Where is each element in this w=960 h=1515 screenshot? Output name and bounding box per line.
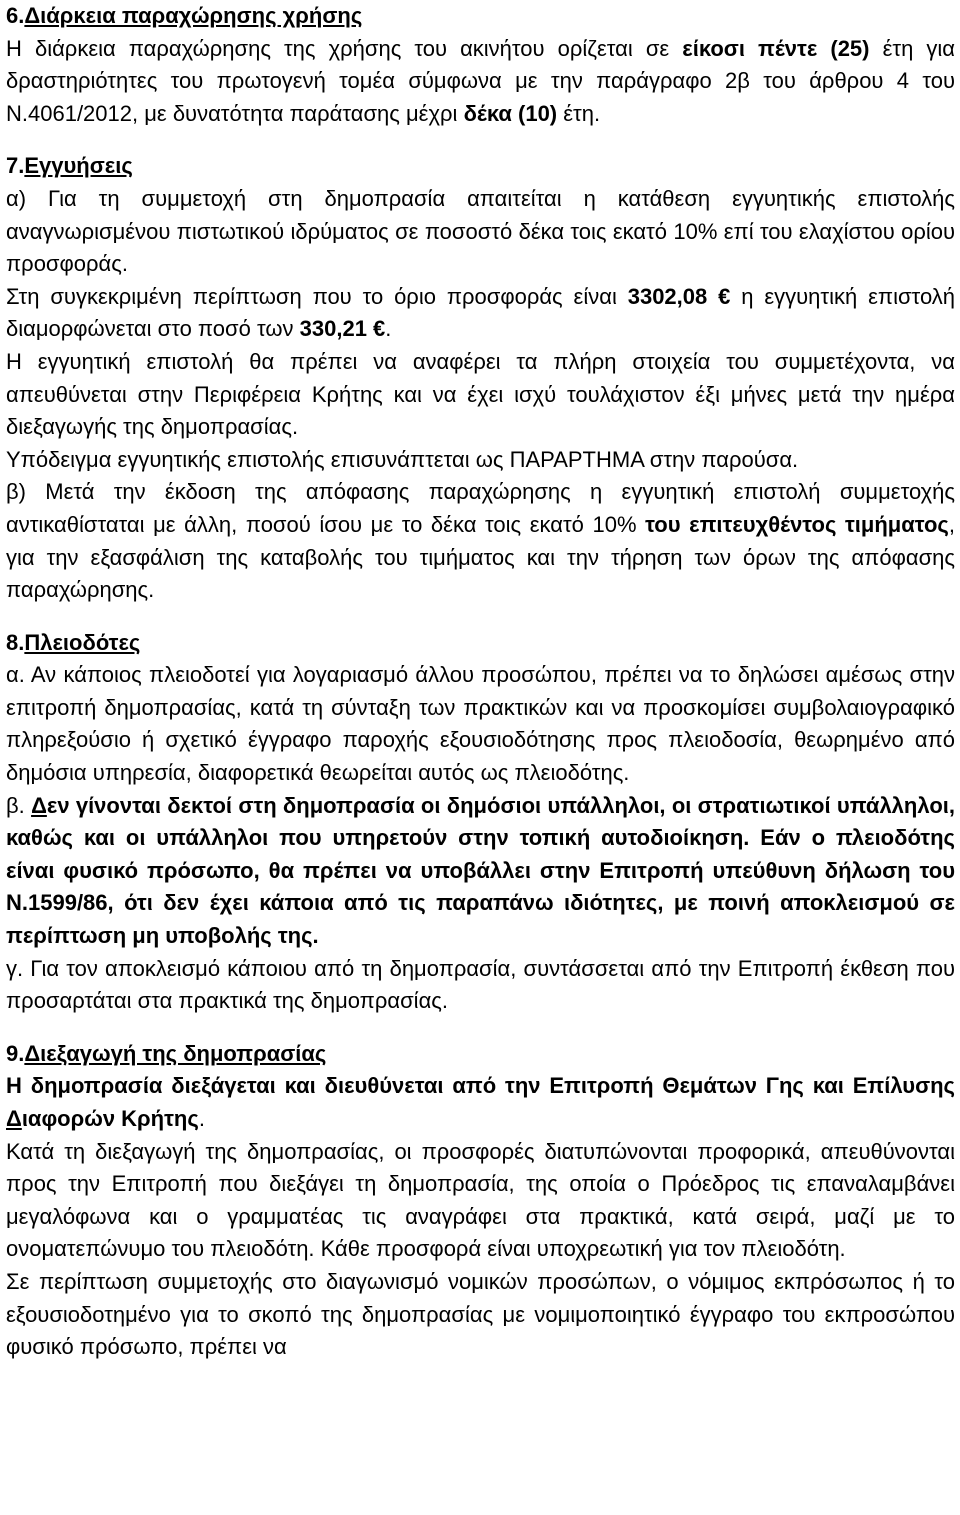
bold-text: είκοσι πέντε (25) [682, 35, 870, 61]
text: . [198, 1106, 205, 1131]
bold-text: ιαφορών Κρήτης [21, 1106, 199, 1131]
section-9-bold-paragraph [6, 1070, 955, 1135]
section-number: 6. [6, 3, 25, 28]
section-title: Διεξαγωγή της δημοπρασίας [24, 1040, 327, 1066]
section-9-heading [6, 1038, 955, 1071]
section-7-paragraph-d: Υπόδειγμα εγγυητικής επιστολής επισυνάπτεται ως ΠΑΡΑΡΤΗΜΑ στην παρούσα. [6, 446, 799, 472]
section-title: Διάρκεια παραχώρησης χρήσης [24, 3, 363, 28]
section-6-heading [6, 0, 955, 33]
text: . [385, 316, 392, 342]
item-label: β. [6, 792, 32, 818]
section-8-paragraph-b [6, 790, 955, 953]
bold-text: του επιτευχθέντος τιμήματος [645, 511, 949, 537]
section-9-paragraph-2: Σε περίπτωση συμμετοχής στο διαγωνισμό νομικών προσώπων, ο νόμιμος εκπρόσωπος ή το εξουσιοδοτημένο για το σκοπό της δημοπρασίας με νομιμοποιητικό έγγραφο του εκπροσώπου φυσικό πρόσωπο, πρέπει να [6, 1268, 955, 1360]
text: έτη. [557, 100, 601, 126]
section-number: 7. [6, 153, 25, 179]
text: έτη για δραστηριότητες του πρωτογενή τομέα σύμφωνα με την παράγραφο 2β του άρθρου 4 του Ν.4061/2012, με δυνατότητα παράτασης μέχρι [6, 35, 955, 126]
section-7-paragraph-b [6, 476, 955, 606]
bold-text: Δ [6, 1106, 22, 1131]
section-7-amount-paragraph [6, 281, 955, 346]
section-8-paragraph-c: γ. Για τον αποκλεισμό κάποιου από τη δημοπρασία, συντάσσεται από την Επιτροπή έκθεση που προσαρτάται στα πρακτικά της δημοπρασίας. [6, 955, 955, 1014]
section-number: 9. [6, 1040, 25, 1066]
bold-text: Δ [31, 792, 47, 818]
section-number: 8. [6, 629, 25, 655]
text: β) Μετά την έκδοση της απόφασης παραχώρησης η εγγυητική επιστολή συμμετοχής αντικαθίσταται με άλλη, ποσού ίσου με το δέκα τοις εκατό 10% [6, 479, 955, 537]
bold-text: δέκα (10) [463, 100, 558, 126]
text: η εγγυητική επιστολή διαμορφώνεται στο ποσό των [6, 283, 955, 342]
text: Η διάρκεια παραχώρησης της χρήσης του ακινήτου ορίζεται σε [6, 35, 683, 61]
bold-text: Η δημοπρασία διεξάγεται και διευθύνεται από την Επιτροπή Θεμάτων Γης και Επίλυσης [6, 1073, 955, 1099]
section-8-paragraph-a: α. Αν κάποιος πλειοδοτεί για λογαριασμό άλλου προσώπου, πρέπει να το δηλώσει αμέσως στην επιτροπή δημοπρασίας, κατά τη σύνταξη των πρακτικών και να προσκομίσει συμβολαιογραφικό πληρεξούσιο ή σχετικό έγγραφο παροχής εξουσιοδότησης προς πλειοδοσία, θεωρημένο από δημόσια υπηρεσία, διαφορετικά θεωρείται αυτός ως πλειοδότης. [6, 662, 955, 786]
text: Στη συγκεκριμένη περίπτωση που το όριο προσφοράς είναι [6, 283, 628, 309]
text: , για την εξασφάλιση της καταβολής του τιμήματος και την τήρηση των όρων της απόφασης παραχώρησης. [6, 511, 955, 603]
section-9-paragraph-1: Κατά τη διεξαγωγή της δημοπρασίας, οι προσφορές διατυπώνονται προφορικά, απευθύνονται προς την Επιτροπή που διεξάγει τη δημοπρασία, της οποία ο Πρόεδρος τις επαναλαμβάνει μεγαλόφωνα και ο γραμματέας τις αναγράφει στα πρακτικά, κατά σειρά, μαζί με το ονοματεπώνυμο του πλειοδότη. Κάθε προσφορά είναι υποχρεωτική για τον πλειοδότη. [6, 1138, 955, 1262]
section-7-paragraph-c: Η εγγυητική επιστολή θα πρέπει να αναφέρει τα πλήρη στοιχεία του συμμετέχοντα, να απευθύνεται στην Περιφέρεια Κρήτης και να έχει ισχύ τουλάχιστον έξι μήνες μετά την ημέρα διεξαγωγής της δημοπρασίας. [6, 348, 955, 440]
section-title: Εγγυήσεις [24, 153, 133, 179]
section-8-heading [6, 627, 955, 660]
spacer [6, 130, 955, 150]
section-7-heading [6, 150, 955, 183]
spacer [6, 607, 955, 627]
section-6-paragraph [6, 33, 955, 131]
bold-text: εν γίνονται δεκτοί στη δημοπρασία οι δημόσιοι υπάλληλοι, οι στρατιωτικοί υπάλληλοι, καθώς και οι υπάλληλοι που υπηρετούν στην τοπική αυτοδιοίκηση. Εάν ο πλειοδότης είναι φυσικό πρόσωπο, θα πρέπει να υποβάλλει στην Επιτροπή υπεύθυνη δήλωση του Ν.1599/86, ότι δεν έχει κάποια από τις παραπάνω ιδιότητες, με ποινή αποκλεισμού σε περίπτωση μη υποβολής της. [6, 792, 955, 949]
section-title: Πλειοδότες [24, 629, 141, 655]
section-7-paragraph-a: α) Για τη συμμετοχή στη δημοπρασία απαιτείται η κατάθεση εγγυητικής επιστολής αναγνωρισμένου πιστωτικού ιδρύματος σε ποσοστό δέκα τοις εκατό 10% επί του ελαχίστου ορίου προσφοράς. [6, 185, 955, 277]
spacer [6, 1018, 955, 1038]
amount-value: 330,21 € [299, 316, 386, 342]
amount-value: 3302,08 € [627, 283, 731, 309]
